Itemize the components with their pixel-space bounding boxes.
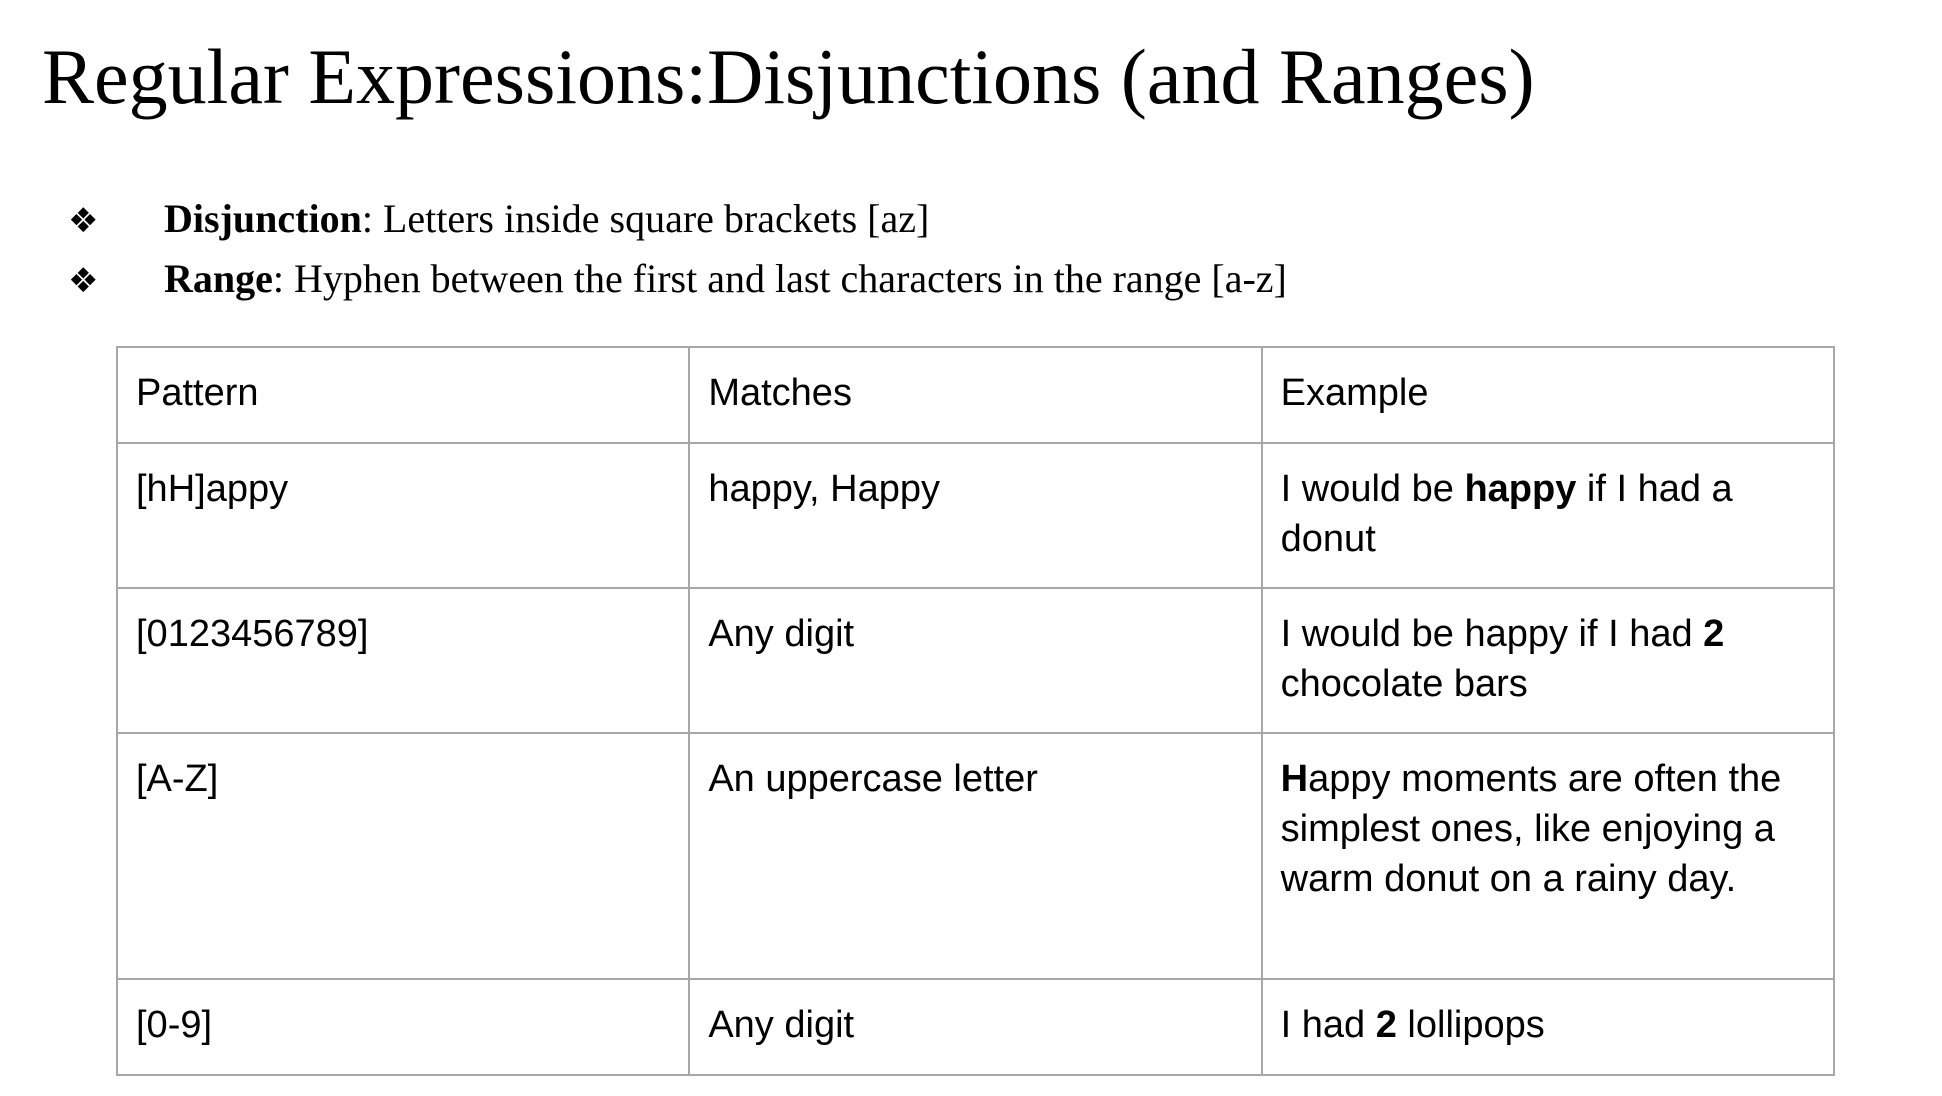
- example-match: 2: [1703, 613, 1725, 655]
- matches-cell: An uppercase letter: [689, 733, 1261, 979]
- pattern-cell: [A-Z]: [117, 733, 689, 979]
- bullet-text: : Letters inside square brackets [az]: [361, 196, 930, 241]
- example-cell: [1262, 979, 1834, 1075]
- example-text: I had: [1280, 1004, 1376, 1046]
- example-text: lollipops: [1396, 1004, 1545, 1046]
- bullet-item-range: [68, 250, 1287, 310]
- bullet-content: [164, 250, 1287, 308]
- pattern-table: [116, 346, 1835, 1076]
- table-row: [117, 588, 1834, 733]
- matches-cell: Any digit: [689, 588, 1261, 733]
- example-cell: [1262, 443, 1834, 588]
- bullet-item-disjunction: [68, 190, 1287, 250]
- example-cell: [1262, 733, 1834, 979]
- table-row: [117, 733, 1834, 979]
- matches-cell: happy, Happy: [689, 443, 1261, 588]
- bullet-term: Disjunction: [164, 196, 362, 241]
- header-pattern: Pattern: [117, 347, 689, 443]
- table-row: [117, 443, 1834, 588]
- table-row: [117, 979, 1834, 1075]
- bullet-content: [164, 190, 929, 248]
- example-text: I would be happy if I had: [1280, 613, 1704, 655]
- table-header-row: [117, 347, 1834, 443]
- bullet-text: : Hyphen between the first and last characters in the range [a-z]: [272, 256, 1287, 301]
- example-match: happy: [1464, 468, 1577, 510]
- slide-title: Regular Expressions:Disjunctions (and Ranges): [42, 33, 1535, 120]
- example-text: chocolate bars: [1280, 663, 1528, 705]
- matches-cell: Any digit: [689, 979, 1261, 1075]
- example-match: H: [1280, 758, 1309, 800]
- pattern-cell: [hH]appy: [117, 443, 689, 588]
- pattern-cell: [0-9]: [117, 979, 689, 1075]
- example-match: 2: [1375, 1004, 1397, 1046]
- header-example: Example: [1262, 347, 1834, 443]
- bullet-term: Range: [164, 256, 273, 301]
- example-cell: [1262, 588, 1834, 733]
- pattern-cell: [0123456789]: [117, 588, 689, 733]
- diamond-bullet-icon: ❖: [68, 201, 99, 241]
- example-text: appy moments are often the simplest ones, like enjoying a warm donut on a rainy day.: [1280, 758, 1782, 900]
- example-text: if I had a donut: [1280, 468, 1733, 560]
- bullet-list: [68, 190, 1287, 310]
- header-matches: Matches: [689, 347, 1261, 443]
- example-text: I would be: [1280, 468, 1465, 510]
- diamond-bullet-icon: ❖: [68, 261, 99, 301]
